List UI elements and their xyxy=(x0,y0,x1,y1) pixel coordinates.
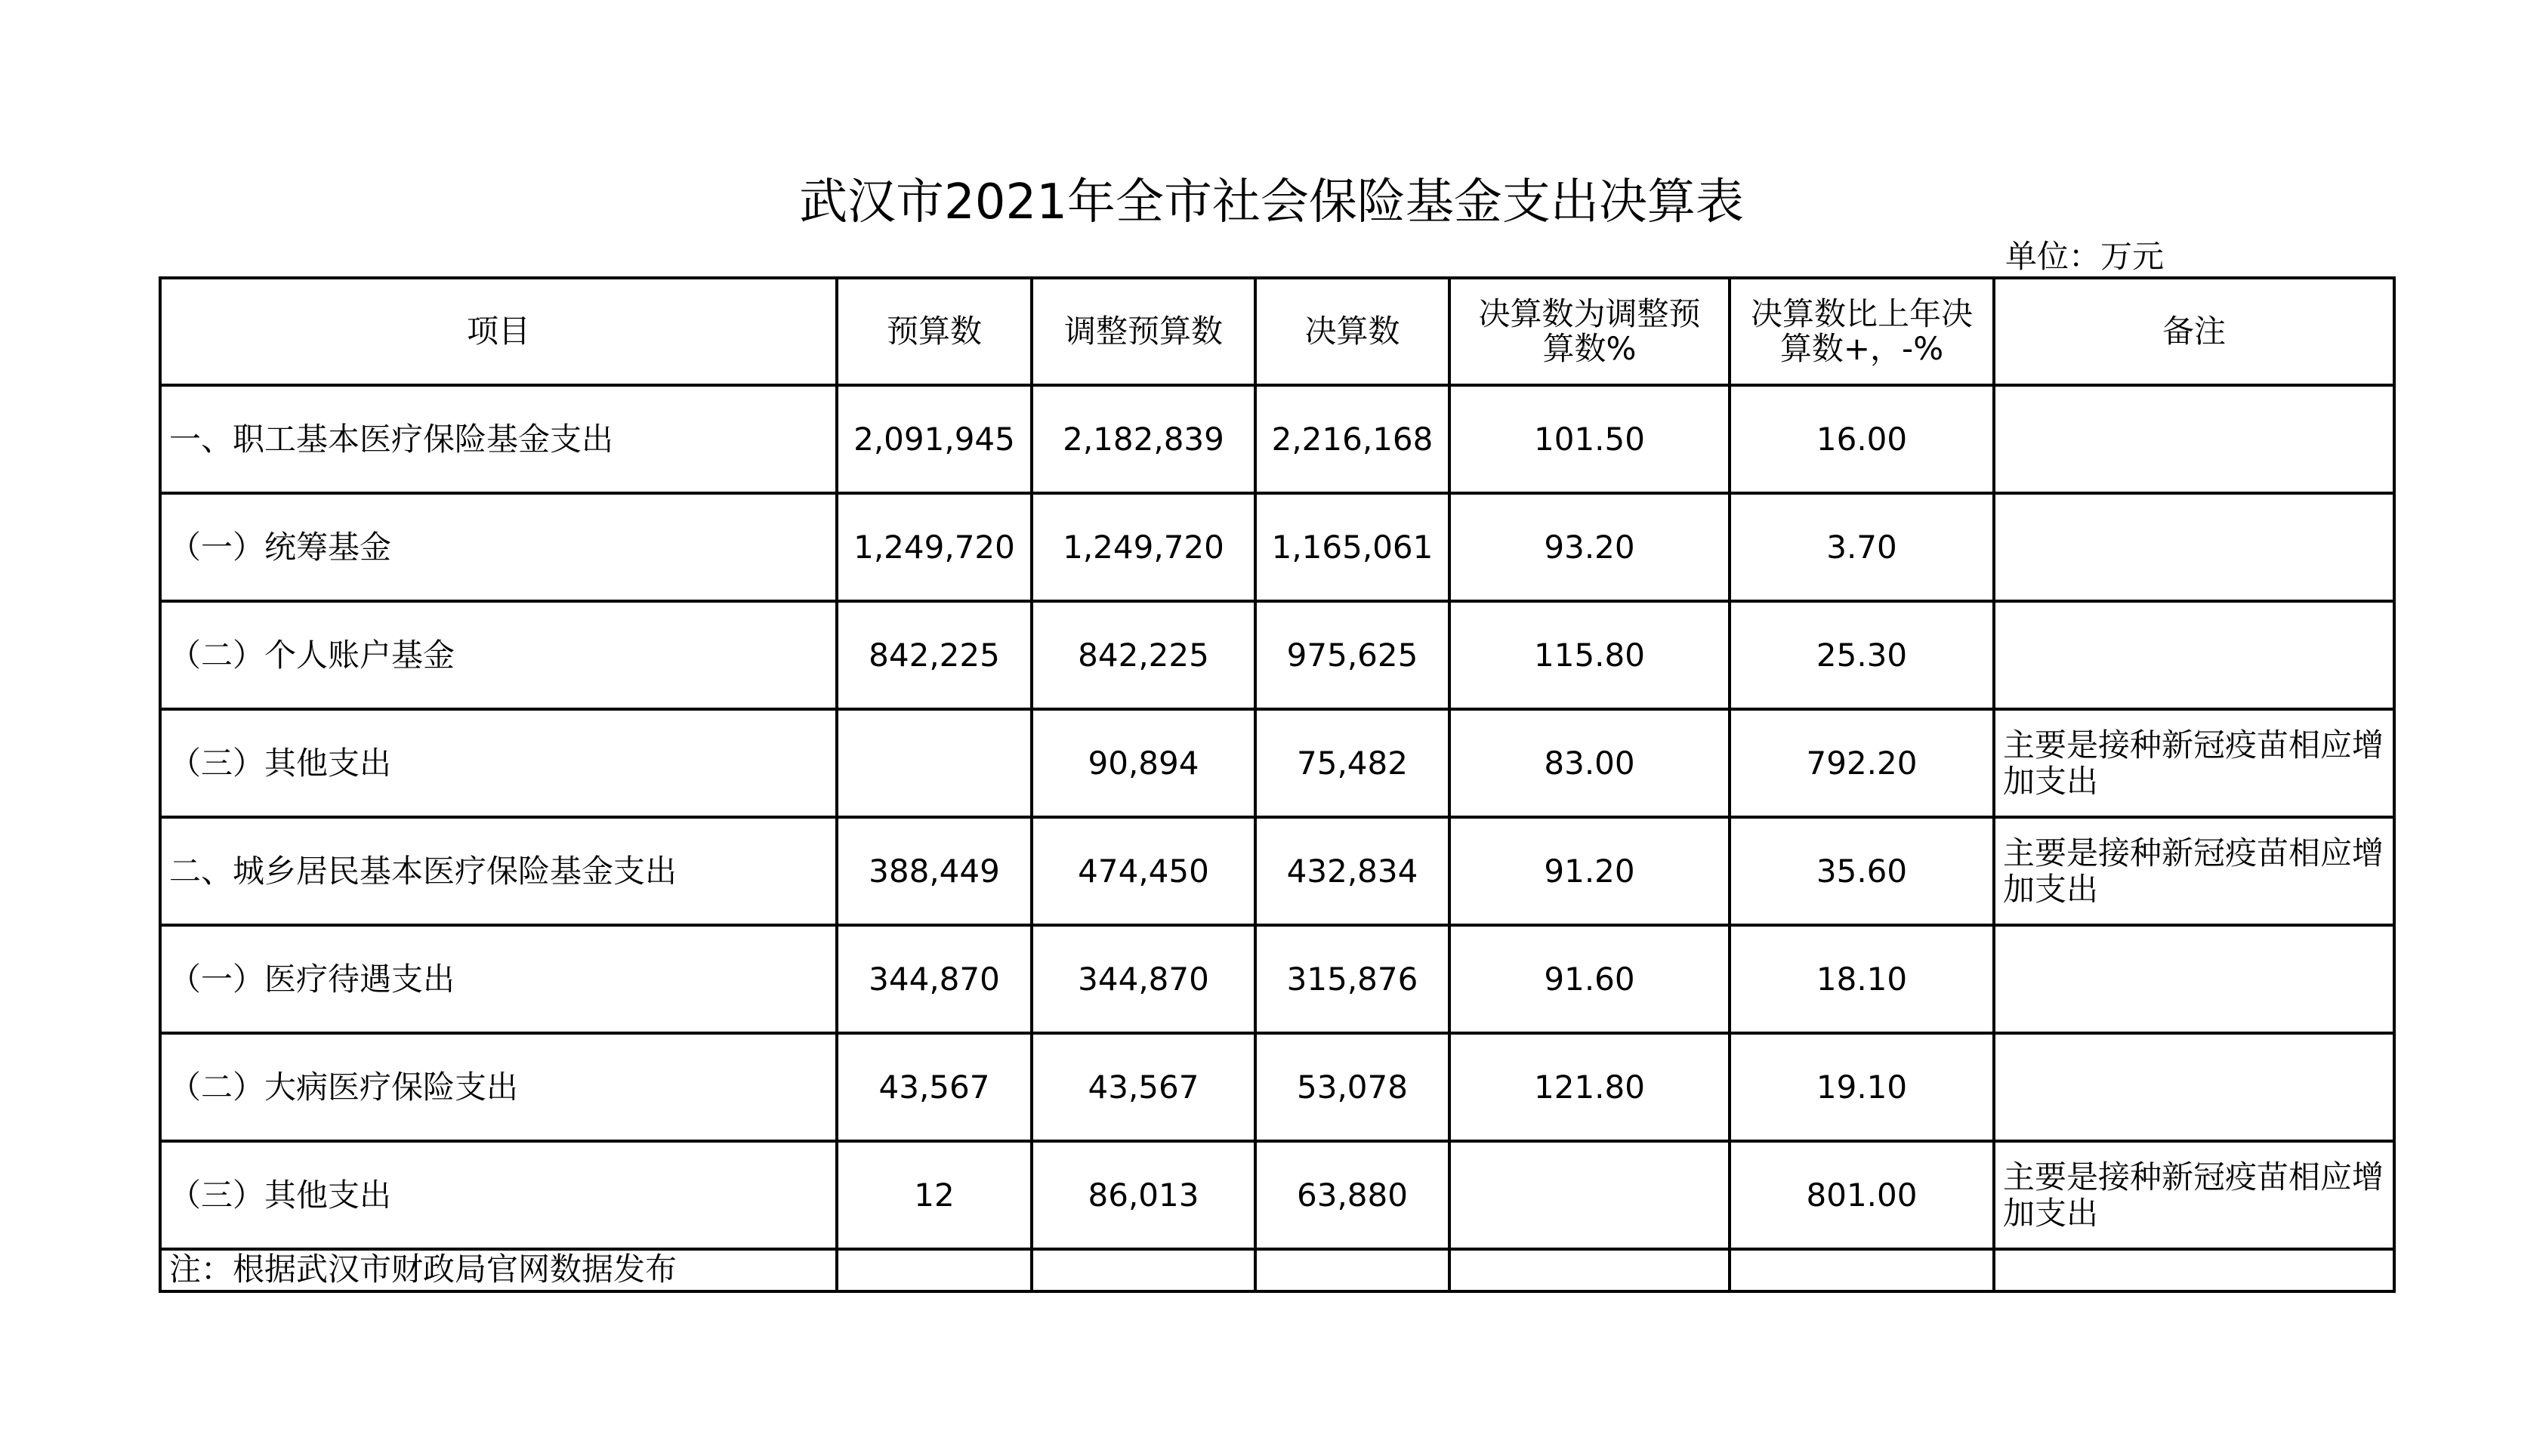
note-row xyxy=(160,1249,2394,1291)
note-text: 注：根据武汉市财政局官网数据发布 xyxy=(160,1249,837,1291)
change-cell: 25.30 xyxy=(1730,601,1994,709)
table-row xyxy=(160,385,2394,493)
note-empty-cell xyxy=(1032,1249,1255,1291)
item-name-cell: （二）大病医疗保险支出 xyxy=(160,1033,837,1141)
header-adjusted-budget: 调整预算数 xyxy=(1032,278,1255,385)
item-name-cell: 一、职工基本医疗保险基金支出 xyxy=(160,385,837,493)
note-empty-cell xyxy=(837,1249,1032,1291)
adjusted-budget-cell: 86,013 xyxy=(1032,1141,1255,1249)
item-name-cell: （二）个人账户基金 xyxy=(160,601,837,709)
budget-cell: 842,225 xyxy=(837,601,1032,709)
header-budget: 预算数 xyxy=(837,278,1032,385)
header-change-line1: 决算数比上年决 xyxy=(1750,295,1973,332)
remark-cell xyxy=(1994,925,2394,1033)
page-title: 武汉市2021年全市社会保险基金支出决算表 xyxy=(799,174,1744,230)
change-cell: 35.60 xyxy=(1730,817,1994,925)
budget-cell xyxy=(837,709,1032,817)
budget-cell: 388,449 xyxy=(837,817,1032,925)
table-row xyxy=(160,601,2394,709)
adjusted-budget-cell: 43,567 xyxy=(1032,1033,1255,1141)
budget-cell: 12 xyxy=(837,1141,1032,1249)
adjusted-budget-cell: 1,249,720 xyxy=(1032,493,1255,601)
change-cell: 792.20 xyxy=(1730,709,1994,817)
ratio-cell: 115.80 xyxy=(1449,601,1730,709)
table-row xyxy=(160,1141,2394,1249)
ratio-cell: 101.50 xyxy=(1449,385,1730,493)
final-cell: 975,625 xyxy=(1255,601,1449,709)
change-cell: 18.10 xyxy=(1730,925,1994,1033)
final-cell: 315,876 xyxy=(1255,925,1449,1033)
adjusted-budget-cell: 2,182,839 xyxy=(1032,385,1255,493)
item-name-cell: （一）统筹基金 xyxy=(160,493,837,601)
final-cell: 432,834 xyxy=(1255,817,1449,925)
item-name-cell: （三）其他支出 xyxy=(160,1141,837,1249)
unit-label: 单位：万元 xyxy=(2005,238,2165,275)
expenditure-table xyxy=(159,276,2396,1293)
final-cell: 1,165,061 xyxy=(1255,493,1449,601)
ratio-cell xyxy=(1449,1141,1730,1249)
table-row xyxy=(160,925,2394,1033)
adjusted-budget-cell: 474,450 xyxy=(1032,817,1255,925)
budget-cell: 1,249,720 xyxy=(837,493,1032,601)
remark-cell: 主要是接种新冠疫苗相应增加支出 xyxy=(1994,709,2394,817)
header-final: 决算数 xyxy=(1255,278,1449,385)
budget-cell: 344,870 xyxy=(837,925,1032,1033)
item-name-cell: （三）其他支出 xyxy=(160,709,837,817)
header-change xyxy=(1730,278,1994,385)
table-row xyxy=(160,493,2394,601)
change-cell: 16.00 xyxy=(1730,385,1994,493)
remark-cell xyxy=(1994,601,2394,709)
table-row xyxy=(160,1033,2394,1141)
header-change-line2: 算数+，-% xyxy=(1779,329,1944,367)
item-name-cell: （一）医疗待遇支出 xyxy=(160,925,837,1033)
change-cell: 19.10 xyxy=(1730,1033,1994,1141)
remark-cell xyxy=(1994,385,2394,493)
adjusted-budget-cell: 842,225 xyxy=(1032,601,1255,709)
note-empty-cell xyxy=(1255,1249,1449,1291)
ratio-cell: 83.00 xyxy=(1449,709,1730,817)
budget-cell: 2,091,945 xyxy=(837,385,1032,493)
note-empty-cell xyxy=(1994,1249,2394,1291)
table-body xyxy=(160,385,2394,1249)
change-cell: 3.70 xyxy=(1730,493,1994,601)
adjusted-budget-cell: 90,894 xyxy=(1032,709,1255,817)
table-header-row xyxy=(160,278,2394,385)
header-ratio xyxy=(1449,278,1730,385)
final-cell: 2,216,168 xyxy=(1255,385,1449,493)
table-row xyxy=(160,817,2394,925)
header-ratio-line1: 决算数为调整预 xyxy=(1478,295,1701,332)
final-cell: 53,078 xyxy=(1255,1033,1449,1141)
ratio-cell: 91.20 xyxy=(1449,817,1730,925)
remark-cell: 主要是接种新冠疫苗相应增加支出 xyxy=(1994,1141,2394,1249)
remark-cell: 主要是接种新冠疫苗相应增加支出 xyxy=(1994,817,2394,925)
item-name-cell: 二、城乡居民基本医疗保险基金支出 xyxy=(160,817,837,925)
table-row xyxy=(160,709,2394,817)
remark-cell xyxy=(1994,1033,2394,1141)
note-empty-cell xyxy=(1449,1249,1730,1291)
header-ratio-line2: 算数% xyxy=(1542,329,1637,367)
header-remark: 备注 xyxy=(1994,278,2394,385)
ratio-cell: 93.20 xyxy=(1449,493,1730,601)
note-empty-cell xyxy=(1730,1249,1994,1291)
remark-cell xyxy=(1994,493,2394,601)
budget-cell: 43,567 xyxy=(837,1033,1032,1141)
ratio-cell: 91.60 xyxy=(1449,925,1730,1033)
final-cell: 63,880 xyxy=(1255,1141,1449,1249)
adjusted-budget-cell: 344,870 xyxy=(1032,925,1255,1033)
header-item: 项目 xyxy=(160,278,837,385)
ratio-cell: 121.80 xyxy=(1449,1033,1730,1141)
final-cell: 75,482 xyxy=(1255,709,1449,817)
change-cell: 801.00 xyxy=(1730,1141,1994,1249)
